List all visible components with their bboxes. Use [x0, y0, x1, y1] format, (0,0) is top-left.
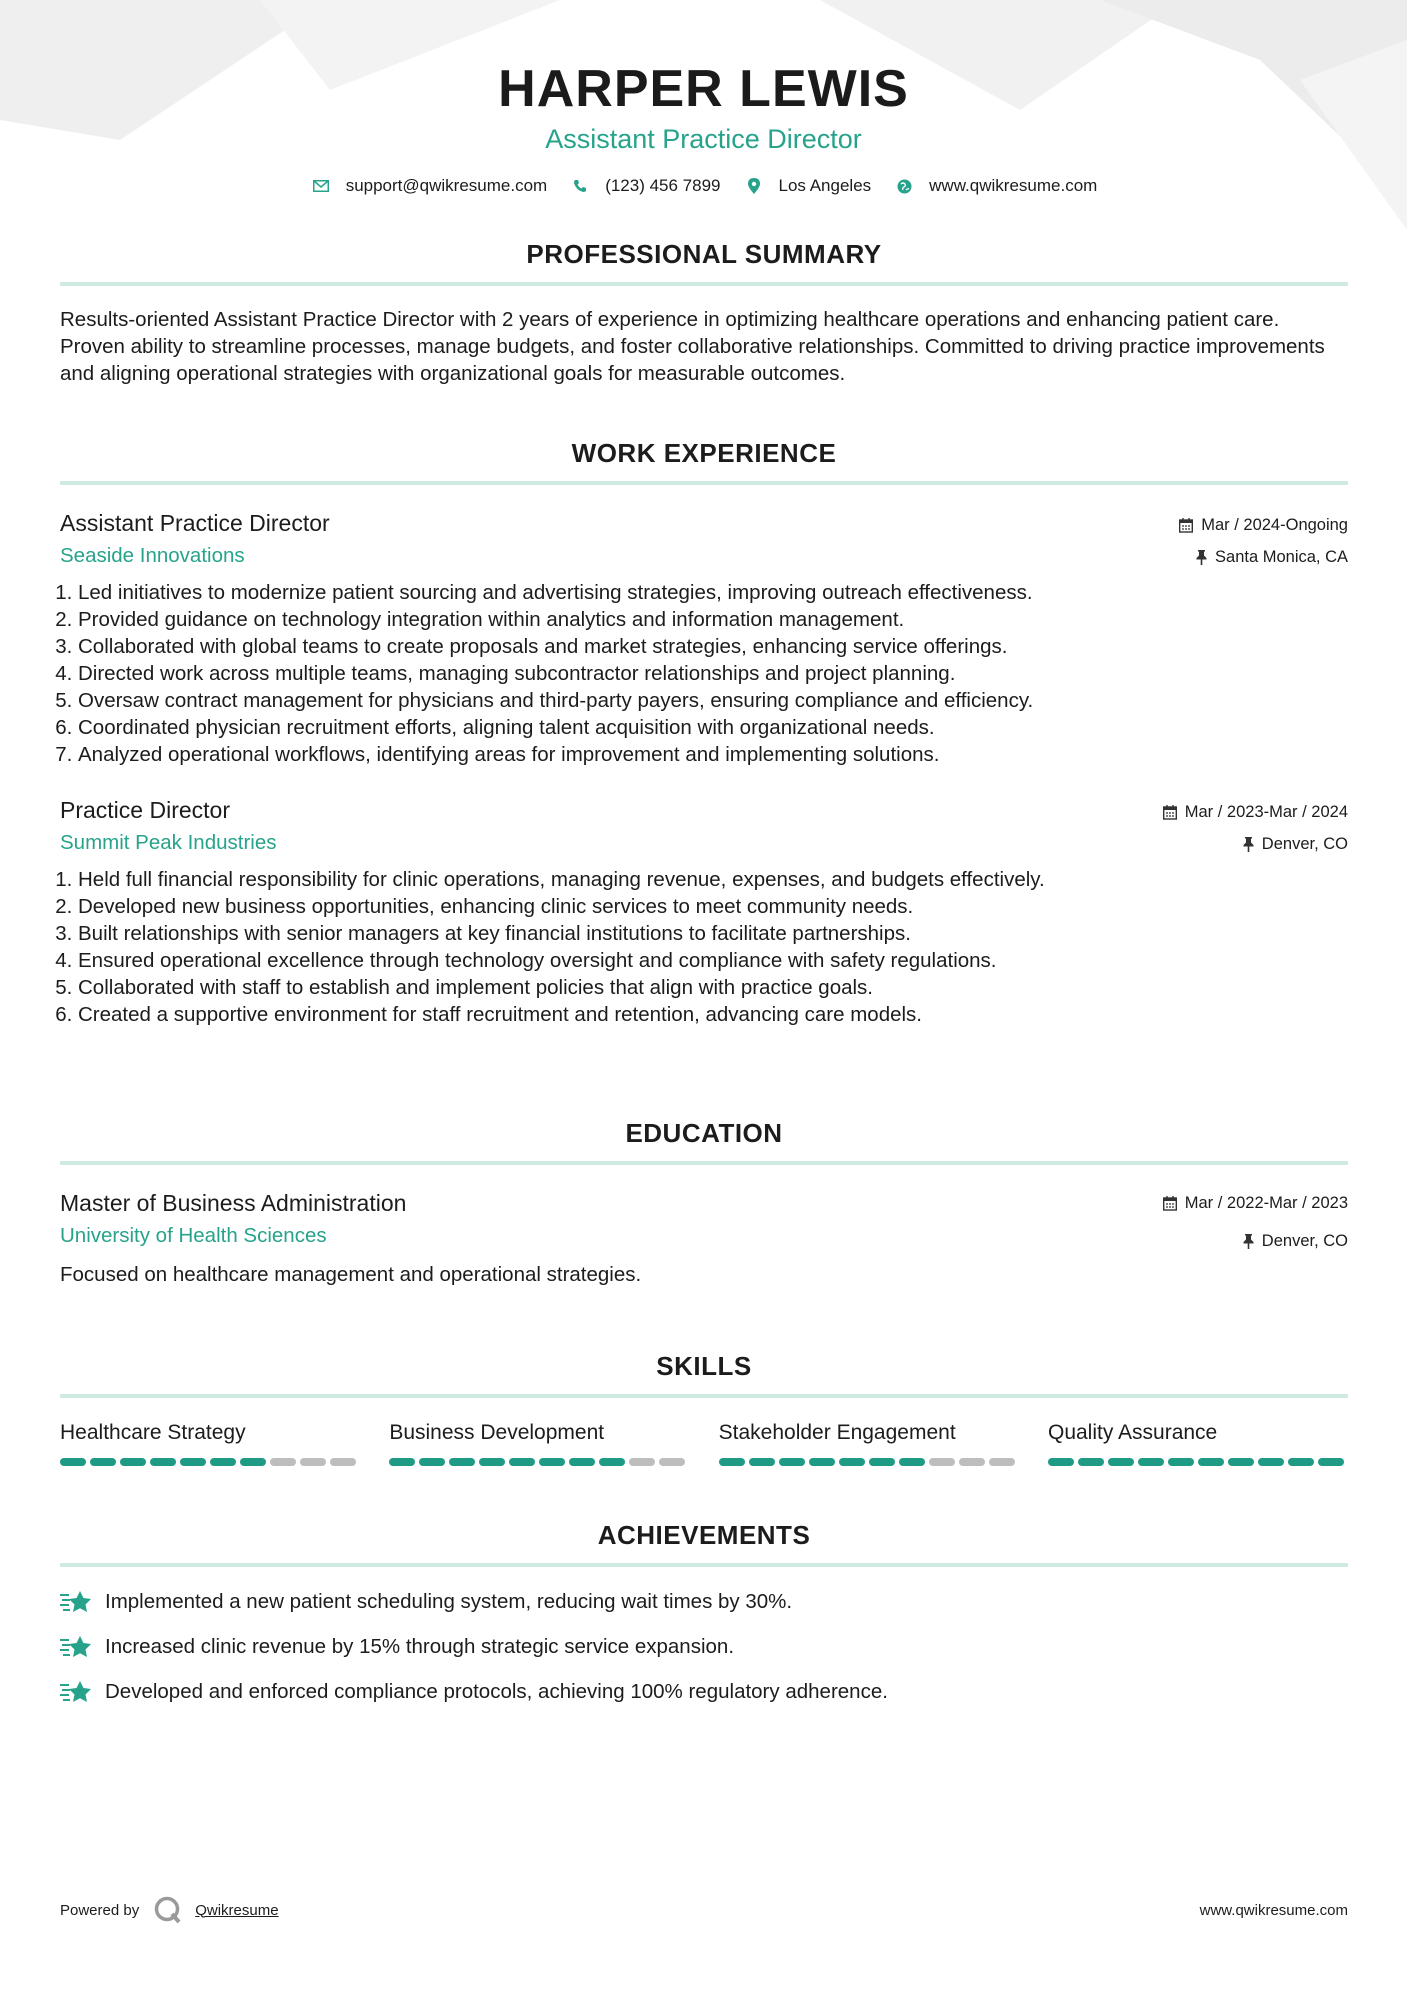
candidate-title: Assistant Practice Director	[545, 124, 862, 154]
skill-segment-filled	[419, 1458, 445, 1466]
job-duties	[60, 866, 1348, 1028]
skill-segment-filled	[1048, 1458, 1074, 1466]
star-badge-icon	[60, 1679, 93, 1705]
qwikresume-logo-icon	[153, 1895, 183, 1925]
duty-item: 4. Directed work across multiple teams, managing subcontractor relationships and project planning.	[78, 660, 1348, 687]
skill-level-bar	[60, 1458, 360, 1466]
school-name: University of Health Sciences	[60, 1224, 327, 1247]
degree-title: Master of Business Administration	[60, 1190, 407, 1216]
star-badge-icon	[60, 1634, 93, 1660]
skill-segment-filled	[1108, 1458, 1134, 1466]
brand-link[interactable]: Qwikresume	[195, 1901, 279, 1919]
achievement-text: Increased clinic revenue by 15% through strategic service expansion.	[105, 1635, 735, 1658]
skill-segment-filled	[60, 1458, 86, 1466]
job-location: Denver, CO	[1261, 835, 1348, 853]
job-entry	[60, 796, 1348, 1028]
page-footer	[60, 1895, 1348, 1925]
skill-segment-filled	[1228, 1458, 1254, 1466]
skill-level-bar	[1048, 1458, 1348, 1466]
skill-item	[719, 1420, 1019, 1466]
powered-by-label: Powered by	[60, 1901, 140, 1919]
contact-website[interactable]	[893, 176, 1097, 196]
skill-segment-empty	[300, 1458, 326, 1466]
education-dates: Mar / 2022-Mar / 2023	[1184, 1194, 1348, 1212]
skill-item	[1048, 1420, 1348, 1466]
summary-section	[60, 238, 1348, 387]
achievements-heading: ACHIEVEMENTS	[597, 1520, 811, 1550]
summary-text: Results-oriented Assistant Practice Director with 2 years of experience in optimizing healthcare operations and enhancing patient care. Proven ability to streamline processes, manage budgets, and foster collaborative relationships. Committed to driving practice improvements and aligning operational strategies with organizational goals for measurable outcomes.	[60, 308, 1325, 385]
skill-segment-filled	[899, 1458, 925, 1466]
section-divider	[60, 1394, 1348, 1398]
education-section	[60, 1117, 1348, 1288]
skill-segment-filled	[599, 1458, 625, 1466]
envelope-icon	[310, 177, 332, 195]
skill-segment-filled	[389, 1458, 415, 1466]
skills-list	[60, 1420, 1348, 1466]
contact-email-text: support@qwikresume.com	[345, 176, 548, 195]
skill-segment-filled	[749, 1458, 775, 1466]
section-divider	[60, 1563, 1348, 1567]
skill-segment-filled	[809, 1458, 835, 1466]
job-dates: Mar / 2023-Mar / 2024	[1184, 803, 1348, 821]
duty-item: 2. Developed new business opportunities, enhancing clinic services to meet community needs.	[78, 893, 1348, 920]
achievement-text: Implemented a new patient scheduling system, reducing wait times by 30%.	[105, 1590, 793, 1613]
skill-segment-empty	[959, 1458, 985, 1466]
skill-item	[60, 1420, 360, 1466]
skills-heading: SKILLS	[656, 1351, 752, 1381]
skill-segment-filled	[1288, 1458, 1314, 1466]
calendar-icon	[1163, 1196, 1177, 1211]
job-duties	[60, 579, 1348, 768]
duty-item: 3. Collaborated with global teams to create proposals and market strategies, enhancing service offerings.	[78, 633, 1348, 660]
contact-bar	[0, 176, 1407, 196]
duty-item: 4. Ensured operational excellence through technology oversight and compliance with safety regulations.	[78, 947, 1348, 974]
job-entry	[60, 509, 1348, 768]
contact-email[interactable]	[310, 176, 548, 196]
skill-segment-empty	[270, 1458, 296, 1466]
skill-segment-filled	[150, 1458, 176, 1466]
skill-segment-empty	[929, 1458, 955, 1466]
skill-segment-filled	[1318, 1458, 1344, 1466]
pushpin-icon	[1243, 1234, 1254, 1249]
skill-name: Stakeholder Engagement	[718, 1421, 956, 1444]
duty-item: 7. Analyzed operational workflows, identifying areas for improvement and implementing solutions.	[78, 741, 1348, 768]
duty-item: 5. Oversaw contract management for physicians and third-party payers, ensuring compliance and efficiency.	[78, 687, 1348, 714]
achievements-section	[60, 1519, 1348, 1724]
skill-level-bar	[719, 1458, 1019, 1466]
skill-segment-filled	[779, 1458, 805, 1466]
achievement-item	[60, 1634, 1348, 1660]
achievement-item	[60, 1589, 1348, 1615]
skill-segment-filled	[719, 1458, 745, 1466]
skill-segment-filled	[1138, 1458, 1164, 1466]
job-dates: Mar / 2024-Ongoing	[1201, 516, 1348, 534]
skill-segment-filled	[1078, 1458, 1104, 1466]
section-divider	[60, 1161, 1348, 1165]
job-location: Santa Monica, CA	[1215, 548, 1348, 566]
skill-segment-filled	[120, 1458, 146, 1466]
skills-section	[60, 1350, 1348, 1466]
resume-header	[0, 0, 1407, 196]
contact-location	[743, 176, 872, 196]
duty-item: 6. Created a supportive environment for staff recruitment and retention, advancing care models.	[78, 1001, 1348, 1028]
skill-segment-empty	[629, 1458, 655, 1466]
phone-icon	[569, 177, 591, 195]
globe-icon	[893, 177, 915, 195]
job-title: Practice Director	[60, 797, 230, 823]
skill-segment-filled	[1258, 1458, 1284, 1466]
achievement-text: Developed and enforced compliance protocols, achieving 100% regulatory adherence.	[105, 1680, 888, 1703]
achievements-list	[60, 1589, 1348, 1705]
skill-level-bar	[389, 1458, 689, 1466]
skill-name: Healthcare Strategy	[60, 1421, 246, 1444]
job-title: Assistant Practice Director	[60, 510, 330, 536]
education-heading: EDUCATION	[625, 1118, 783, 1148]
contact-phone[interactable]	[569, 176, 720, 196]
section-divider	[60, 282, 1348, 286]
skill-name: Business Development	[389, 1421, 605, 1444]
skill-segment-filled	[569, 1458, 595, 1466]
contact-phone-text: (123) 456 7899	[605, 176, 721, 195]
skill-segment-filled	[509, 1458, 535, 1466]
duty-item: 1. Led initiatives to modernize patient sourcing and advertising strategies, improving outreach effectiveness.	[78, 579, 1348, 606]
education-location: Denver, CO	[1261, 1232, 1348, 1250]
skill-segment-filled	[210, 1458, 236, 1466]
contact-website-text: www.qwikresume.com	[929, 176, 1098, 195]
job-company: Seaside Innovations	[60, 544, 245, 567]
skill-segment-empty	[330, 1458, 356, 1466]
star-badge-icon	[60, 1589, 93, 1615]
skill-segment-empty	[989, 1458, 1015, 1466]
skill-segment-filled	[869, 1458, 895, 1466]
skill-segment-filled	[90, 1458, 116, 1466]
contact-location-text: Los Angeles	[778, 176, 872, 195]
skill-name: Quality Assurance	[1047, 1421, 1218, 1444]
calendar-icon	[1179, 518, 1193, 533]
skill-segment-filled	[539, 1458, 565, 1466]
skill-item	[389, 1420, 689, 1466]
skill-segment-empty	[659, 1458, 685, 1466]
map-pin-icon	[743, 177, 765, 195]
skill-segment-filled	[1168, 1458, 1194, 1466]
achievement-item	[60, 1679, 1348, 1705]
duty-item: 6. Coordinated physician recruitment efforts, aligning talent acquisition with organizational needs.	[78, 714, 1348, 741]
duty-item: 2. Provided guidance on technology integration within analytics and information management.	[78, 606, 1348, 633]
pushpin-icon	[1196, 550, 1207, 565]
skill-segment-filled	[839, 1458, 865, 1466]
skill-segment-filled	[1198, 1458, 1224, 1466]
candidate-name: HARPER LEWIS	[498, 60, 909, 118]
section-divider	[60, 481, 1348, 485]
experience-section	[60, 437, 1348, 1028]
summary-heading: PROFESSIONAL SUMMARY	[526, 239, 882, 269]
experience-heading: WORK EXPERIENCE	[571, 438, 837, 468]
duty-item: 1. Held full financial responsibility for clinic operations, managing revenue, expenses, and budgets effectively.	[78, 866, 1348, 893]
pushpin-icon	[1243, 837, 1254, 852]
footer-website[interactable]: www.qwikresume.com	[1199, 1901, 1348, 1919]
calendar-icon	[1163, 805, 1177, 820]
skill-segment-filled	[240, 1458, 266, 1466]
skill-segment-filled	[479, 1458, 505, 1466]
skill-segment-filled	[180, 1458, 206, 1466]
education-description: Focused on healthcare management and operational strategies.	[60, 1263, 642, 1286]
duty-item: 3. Built relationships with senior managers at key financial institutions to facilitate partnerships.	[78, 920, 1348, 947]
skill-segment-filled	[449, 1458, 475, 1466]
duty-item: 5. Collaborated with staff to establish and implement policies that align with practice goals.	[78, 974, 1348, 1001]
job-company: Summit Peak Industries	[60, 831, 277, 854]
